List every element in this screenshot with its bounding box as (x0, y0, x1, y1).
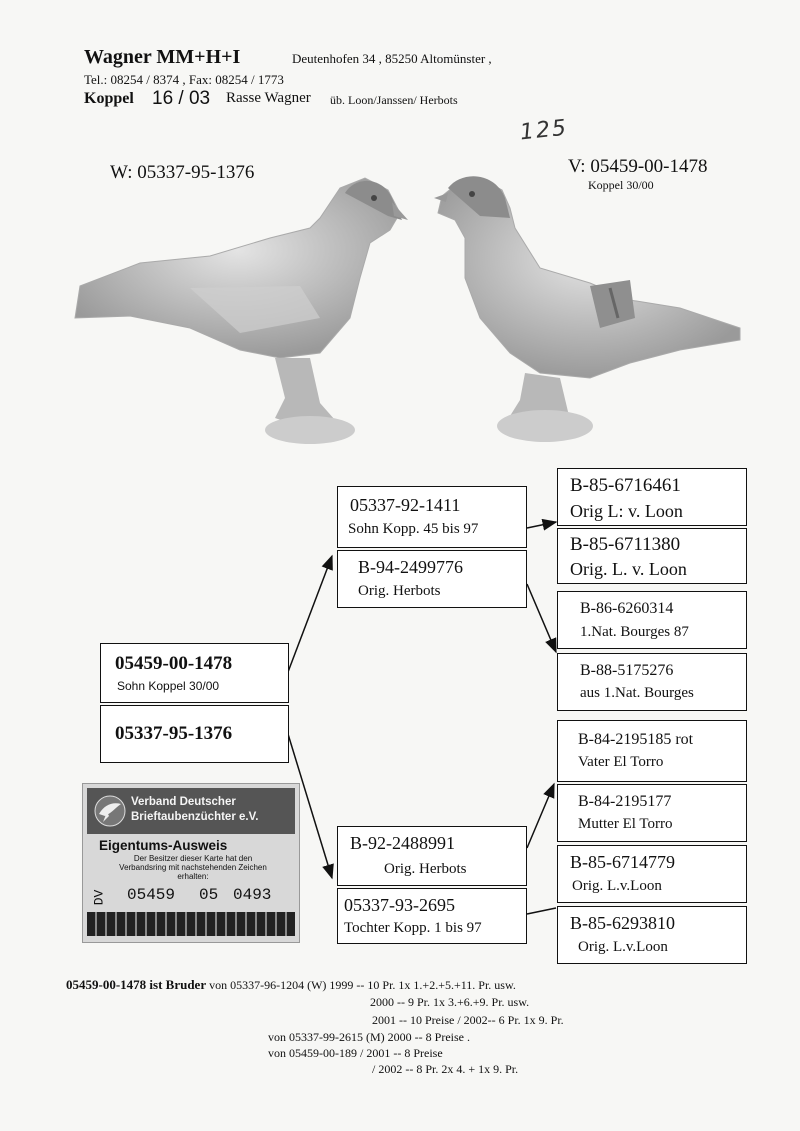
card-ring-number-1: 05459 (127, 886, 176, 904)
connector-sire-line (288, 556, 332, 672)
footer-line-4: von 05337-99-2615 (M) 2000 -- 8 Preise . (268, 1030, 470, 1044)
grandparent-desc-6: Mutter El Torro (578, 816, 673, 832)
grandparent-desc-8: Orig. L.v.Loon (578, 939, 668, 955)
grandparent-box-4 (557, 653, 747, 711)
card-org-line1: Verband Deutscher (131, 796, 236, 808)
main-sire-ring: 05459-00-1478 (115, 653, 233, 674)
connector-dam-dam-line (527, 908, 556, 914)
grandparent-desc-4: aus 1.Nat. Bourges (580, 685, 694, 701)
footer-line-1 (66, 977, 516, 993)
parent-desc-2: Orig. Herbots (358, 583, 441, 599)
grandparent-ring-3: B-86-6260314 (580, 600, 674, 617)
grandparent-ring-6: B-84-2195177 (578, 793, 672, 810)
parent-box-2 (337, 550, 527, 608)
grandparent-ring-7: B-85-6714779 (570, 852, 675, 872)
rasse-label: Rasse Wagner (226, 90, 311, 106)
connector-sire-dam-line (527, 584, 556, 652)
card-header-band (87, 788, 295, 834)
breeder-address: Deutenhofen 34 , 85250 Altomünster , (292, 51, 492, 66)
v-ring-label: V: 05459-00-1478 (568, 156, 708, 177)
grandparent-box-5 (557, 720, 747, 782)
grandparent-ring-4: B-88-5175276 (580, 662, 674, 679)
breeder-name: Wagner MM+H+I (84, 46, 241, 68)
ownership-card (82, 783, 300, 943)
grandparent-desc-2: Orig. L. v. Loon (570, 559, 687, 579)
footer-line-6: / 2002 -- 8 Pr. 2x 4. + 1x 9. Pr. (372, 1062, 519, 1076)
grandparent-box-1 (557, 468, 747, 526)
parent-ring-4: 05337-93-2695 (344, 895, 455, 915)
card-ring-number-2: 05 (199, 886, 219, 904)
grandparent-desc-3: 1.Nat. Bourges 87 (580, 624, 689, 640)
parent-desc-1: Sohn Kopp. 45 bis 97 (348, 521, 479, 537)
card-org-name (131, 795, 258, 825)
main-sire-note: Sohn Koppel 30/00 (117, 679, 220, 693)
grandparent-ring-5: B-84-2195185 rot (578, 731, 694, 748)
breeder-phone: Tel.: 08254 / 8374 , Fax: 08254 / 1773 (84, 72, 284, 87)
footer-line-2: 2000 -- 9 Pr. 1x 3.+6.+9. Pr. usw. (370, 995, 530, 1009)
parent-ring-1: 05337-92-1411 (350, 495, 461, 515)
w-ring-label: W: 05337-95-1376 (110, 162, 255, 183)
grandparent-box-2 (557, 528, 747, 584)
card-dv-label: DV (91, 889, 107, 906)
main-dam-box (100, 705, 289, 763)
footer-line-1-rest: von 05337-96-1204 (W) 1999 -- 10 Pr. 1x 1.+2.+5.+11. Pr. usw. (209, 978, 516, 992)
main-sire-box (100, 643, 289, 703)
handwritten-number: 125 (518, 115, 570, 146)
card-title: Eigentums-Ausweis (99, 838, 228, 853)
grandparent-box-8 (557, 906, 747, 964)
koppel-label: Koppel (84, 90, 134, 107)
card-pattern-strip (87, 912, 295, 936)
grandparent-ring-1: B-85-6716461 (570, 475, 681, 496)
footer-line-5: von 05459-00-189 / 2001 -- 8 Preise (268, 1046, 443, 1060)
footer-line-3: 2001 -- 10 Preise / 2002-- 6 Pr. 1x 9. Pr. (372, 1013, 564, 1027)
grandparent-desc-7: Orig. L.v.Loon (572, 878, 662, 894)
footer-bruder-bold: 05459-00-1478 ist Bruder (66, 977, 207, 992)
dove-logo-icon (93, 794, 127, 828)
grandparent-box-7 (557, 845, 747, 903)
parent-box-3 (337, 826, 527, 886)
parent-box-1 (337, 486, 527, 548)
v-koppel-note: Koppel 30/00 (588, 178, 654, 192)
connector-dam-sire-line (527, 784, 554, 848)
parent-desc-4: Tochter Kopp. 1 bis 97 (344, 920, 482, 936)
card-description: Der Besitzer dieser Karte hat den Verbandsring mit nachstehenden Zeichen erhalten: (119, 854, 267, 881)
parent-box-4 (337, 888, 527, 944)
grandparent-ring-8: B-85-6293810 (570, 913, 675, 933)
connector-sire-sire-line (527, 522, 556, 528)
grandparent-ring-2: B-85-6711380 (570, 534, 681, 555)
grandparent-desc-1: Orig L: v. Loon (570, 501, 683, 521)
card-org-line2: Brieftaubenzüchter e.V. (131, 811, 259, 823)
card-ring-number-3: 0493 (233, 886, 272, 904)
rasse-detail: üb. Loon/Janssen/ Herbots (330, 93, 458, 107)
parent-desc-3: Orig. Herbots (384, 861, 467, 877)
grandparent-desc-5: Vater El Torro (578, 754, 664, 770)
main-dam-ring: 05337-95-1376 (115, 723, 233, 744)
koppel-number: 16 / 03 (152, 88, 211, 109)
parent-ring-2: B-94-2499776 (358, 557, 463, 577)
grandparent-box-6 (557, 784, 747, 842)
parent-ring-3: B-92-2488991 (350, 833, 455, 853)
grandparent-box-3 (557, 591, 747, 649)
